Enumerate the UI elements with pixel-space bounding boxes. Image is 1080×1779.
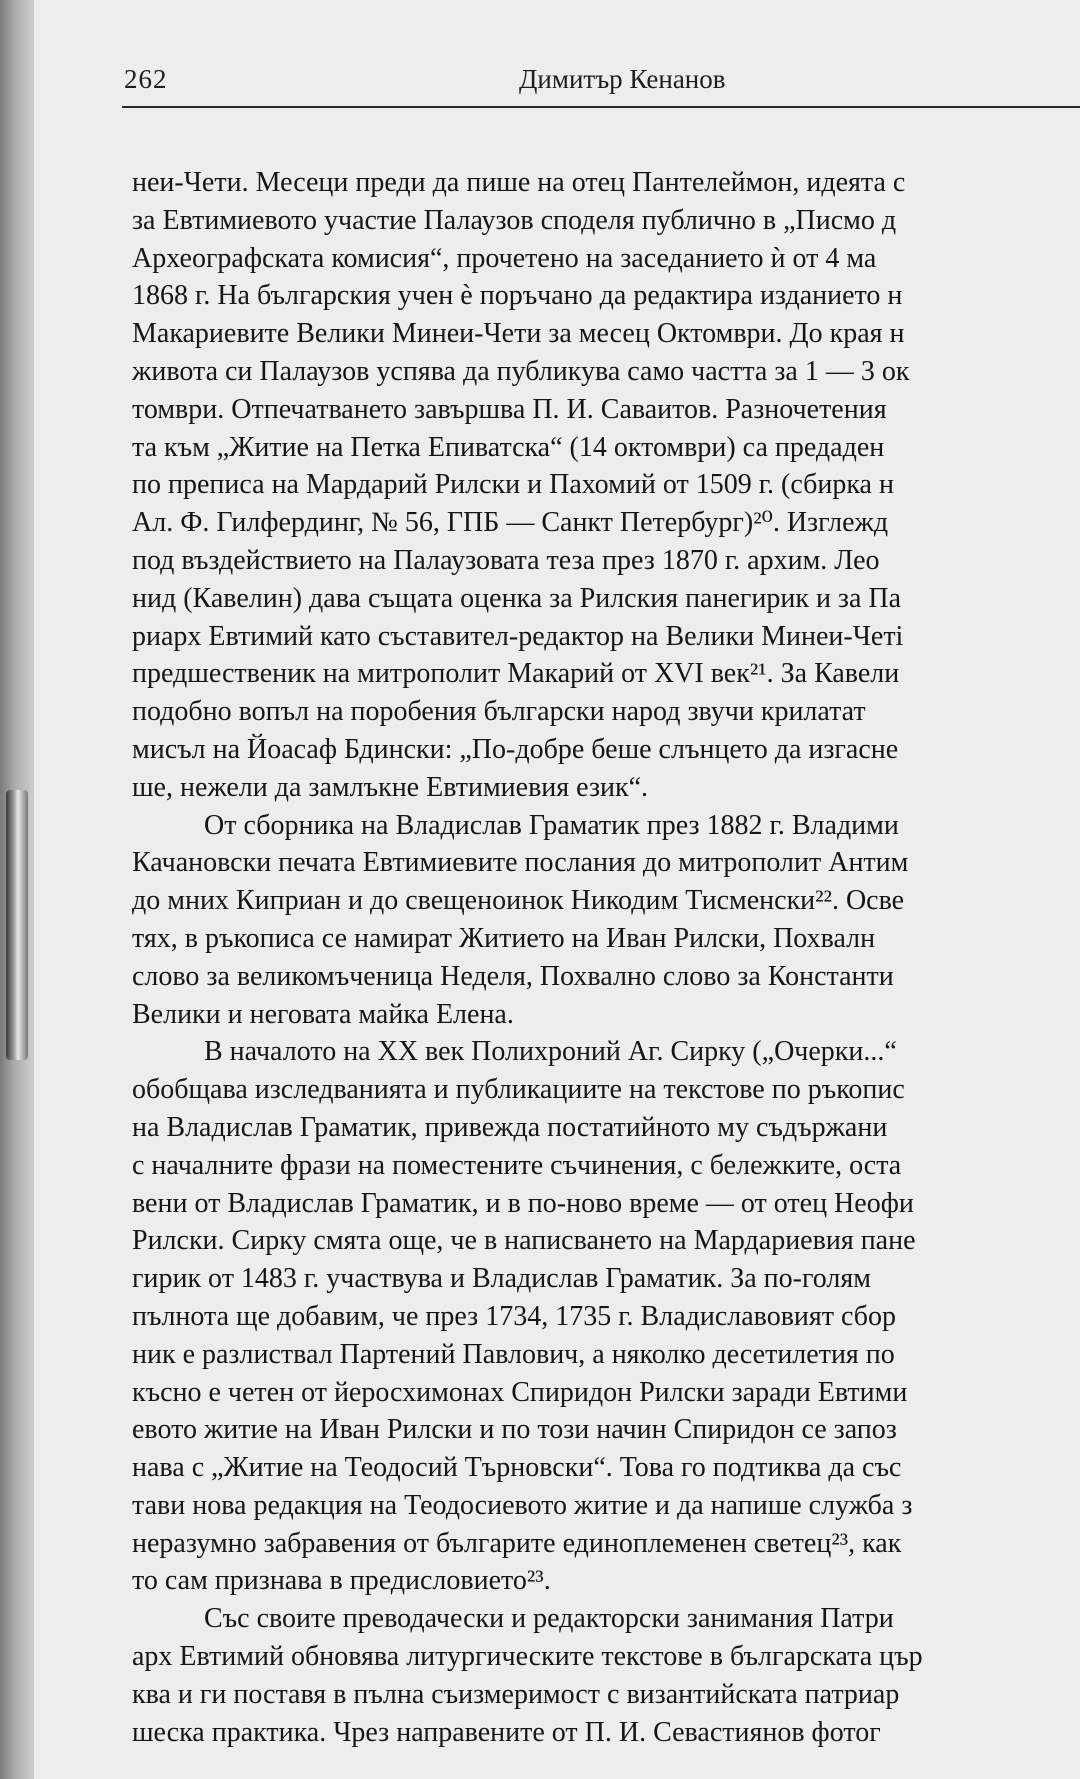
text-line: обобщава изследванията и публикациите на текстове по ръкопис [132, 1074, 905, 1106]
text-line: мисъл на Йоасаф Бдински: „По-добре беше слънцето да изгасне [132, 733, 899, 765]
text-line: ник е разлиствал Партений Павлович, а няколко десетилетия по [132, 1338, 895, 1370]
text-line: до мних Киприан и до свещеноинок Никодим Тисменски²². Осве [132, 885, 905, 917]
text-line: пълнота ще добавим, че през 1734, 1735 г. Владиславовият сбор [132, 1300, 897, 1332]
header-rule [122, 106, 1080, 108]
text-line: Рилски. Сирку смята още, че в написването на Мардариевия пане [132, 1225, 916, 1257]
text-line: тави нова редакция на Теодосиевото житие и да напише служба з [132, 1489, 913, 1521]
paragraph [132, 807, 1080, 1034]
text-line: слово за великомъченица Неделя, Похвално слово за Константи [132, 960, 894, 992]
text-line: В началото на XX век Полихроний Аг. Сирку („Очерки...“ [204, 1036, 897, 1068]
text-line: ше, нежели да замлъкне Евтимиевия език“. [132, 771, 649, 803]
text-line: на Владислав Граматик, привежда постатийното му съдържани [132, 1111, 888, 1143]
text-line: арх Евтимий обновява литургическите текстове в българската цър [132, 1641, 923, 1673]
text-line: Качановски печата Евтимиевите послания до митрополит Антим [132, 847, 909, 879]
text-line: късно е четен от йеросхимонах Спиридон Рилски заради Евтими [132, 1376, 908, 1408]
page-header [124, 64, 1080, 100]
text-line: шеска практика. Чрез направените от П. И. Севастиянов фотог [132, 1716, 881, 1748]
text-line: предшественик на митрополит Макарий от XVI век²¹. За Кавели [132, 658, 900, 690]
text-line: неразумно забравения от българите единоплеменен светец²³, как [132, 1527, 902, 1559]
text-line: Макариевите Велики Минеи-Чети за месец Октомври. До края н [132, 318, 905, 350]
text-line: риарх Евтимий като съставител-редактор на Велики Минеи-Четі [132, 620, 904, 652]
text-line: Със своите преводачески и редакторски занимания Патри [204, 1603, 894, 1635]
text-line: подобно вопъл на поробения български народ звучи крилатат [132, 696, 866, 728]
text-line: нава с „Житие на Теодосий Търновски“. Това го подтиква да със [132, 1452, 902, 1484]
text-line: Ал. Ф. Гилфердинг, № 56, ГПБ — Санкт Петербург)²⁰. Изглежд [132, 507, 889, 539]
text-line: Археографската комисия“, прочетено на заседанието ѝ от 4 ма [132, 242, 877, 274]
text-line: неи-Чети. Месеци преди да пише на отец Пантелеймон, идеята с [132, 167, 906, 198]
text-line: евото житие на Иван Рилски и по този начин Спиридон се запоз [132, 1414, 897, 1446]
text-line: вени от Владислав Граматик, и в по-ново време — от отец Неофи [132, 1187, 914, 1219]
running-title: Димитър Кенанов [519, 64, 726, 94]
text-line: та към „Житие на Петка Епиватска“ (14 октомври) са предаден [132, 431, 885, 463]
text-line: От сборника на Владислав Граматик през 1882 г. Владими [204, 809, 899, 841]
text-line: нид (Кавелин) дава същата оценка за Рилския панегирик и за Па [132, 582, 902, 614]
text-line: томври. Отпечатването завършва П. И. Саваитов. Разночетения [132, 393, 887, 425]
book-page [34, 0, 1080, 1779]
paragraph [132, 164, 1080, 807]
book-spine-edge [6, 790, 28, 1060]
text-line: Велики и неговата майка Елена. [132, 998, 514, 1030]
text-line: живота си Палаузов успява да публикува само частта за 1 — 3 ок [132, 355, 910, 387]
text-line: ква и ги поставя в пълна съизмеримост с византийската патриар [132, 1678, 900, 1710]
text-line: тях, в ръкописа се намират Житието на Иван Рилски, Похвалн [132, 922, 876, 954]
text-line: 1868 г. На българския учен ѐ поръчано да редактира изданието н [132, 280, 903, 312]
text-line: гирик от 1483 г. участвува и Владислав Граматик. За по-голям [132, 1263, 871, 1295]
text-line: за Евтимиевото участие Палаузов споделя публично в „Писмо д [132, 204, 897, 236]
text-line: с началните фрази на поместените съчинения, с бележките, оста [132, 1149, 902, 1181]
text-line: по преписа на Мардарий Рилски и Пахомий от 1509 г. (сбирка н [132, 469, 894, 501]
paragraph [132, 1600, 1080, 1751]
page-number: 262 [124, 64, 168, 94]
body-text [132, 164, 1080, 1751]
text-line: под въздействието на Палаузовата теза през 1870 г. архим. Лео [132, 544, 880, 576]
text-line: то сам признава в предисловието²³. [132, 1565, 551, 1597]
paragraph [132, 1033, 1080, 1600]
